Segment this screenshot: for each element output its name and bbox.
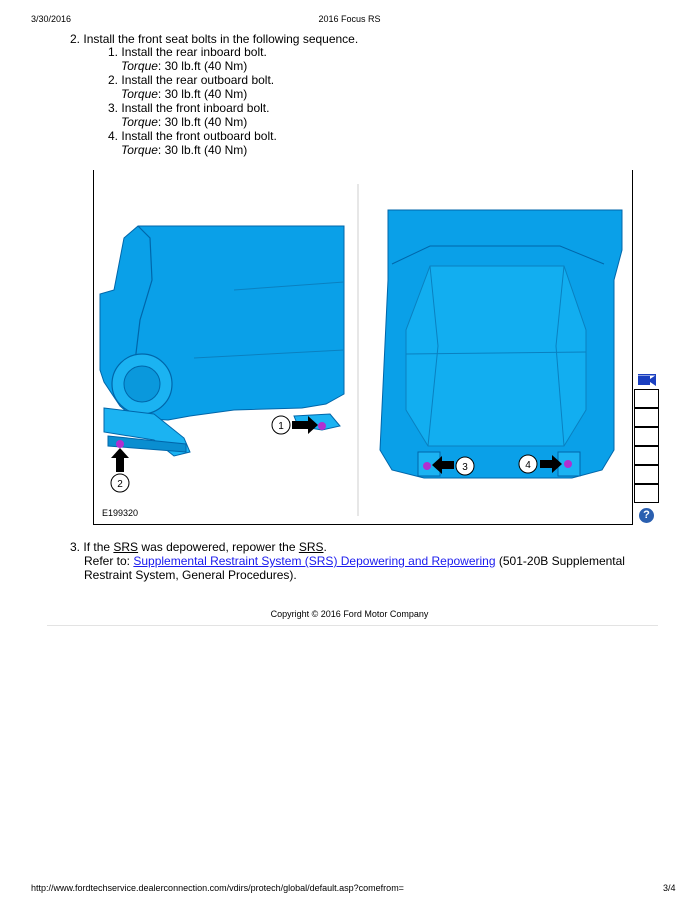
torque-spec <box>121 59 247 73</box>
video-camera-icon[interactable] <box>637 373 657 387</box>
substep-2 <box>108 73 274 87</box>
step-number: 3. <box>70 540 81 554</box>
torque-spec <box>121 143 247 157</box>
torque-label: Torque <box>121 59 158 73</box>
substep-text: Install the rear outboard bolt. <box>121 73 275 87</box>
left-seat-view <box>100 226 344 492</box>
toolbar-button[interactable] <box>634 465 659 484</box>
figure-id: E199320 <box>102 508 139 518</box>
refer-suffix: Restraint System, General Procedures). <box>84 568 297 582</box>
step-text: Install the front seat bolts in the following sequence. <box>83 32 359 46</box>
srs-procedure-link[interactable]: Supplemental Restraint System (SRS) Depowering and Repowering <box>133 554 496 568</box>
srs-abbr[interactable]: SRS <box>113 540 139 554</box>
torque-spec <box>121 87 247 101</box>
footer-divider <box>47 625 658 626</box>
bolt-2 <box>116 440 124 448</box>
torque-label: Torque <box>121 115 158 129</box>
toolbar-button[interactable] <box>634 408 659 427</box>
page-url: http://www.fordtechservice.dealerconnection.com/vdirs/protech/global/default.asp?comefrom= <box>31 883 404 893</box>
torque-value: : 30 lb.ft (40 Nm) <box>157 143 248 157</box>
help-icon[interactable]: ? <box>639 508 654 523</box>
seat-bolt-illustration <box>93 170 633 525</box>
substep-number: 3. <box>108 101 119 115</box>
step-text-b: was depowered, repower the <box>138 540 299 554</box>
callout-label-3: 3 <box>462 462 468 473</box>
arrow-2 <box>111 448 129 472</box>
page-title: 2016 Focus RS <box>318 14 381 24</box>
substep-text: Install the front inboard bolt. <box>121 101 270 115</box>
callout-label-2: 2 <box>117 479 123 490</box>
substep-number: 1. <box>108 45 119 59</box>
step-number: 2. <box>70 32 81 46</box>
callout-label-1: 1 <box>278 421 284 432</box>
step-2 <box>70 32 358 46</box>
page-number: 3/4 <box>663 883 676 893</box>
bolt-3 <box>423 462 431 470</box>
refer-suffix: (501-20B Supplemental <box>495 554 625 568</box>
substep-4 <box>108 129 277 143</box>
refer-label: Refer to: <box>84 554 134 568</box>
toolbar-button[interactable] <box>634 427 659 446</box>
copyright-notice: Copyright © 2016 Ford Motor Company <box>270 609 429 619</box>
substep-number: 2. <box>108 73 119 87</box>
torque-value: : 30 lb.ft (40 Nm) <box>157 115 248 129</box>
illustration-canvas <box>94 170 632 524</box>
recliner-hub <box>124 366 160 402</box>
torque-spec <box>121 115 247 129</box>
step-3-line-3 <box>70 568 650 582</box>
substep-3 <box>108 101 269 115</box>
step-text-a: If the <box>83 540 114 554</box>
toolbar-button[interactable] <box>634 389 659 408</box>
srs-abbr[interactable]: SRS <box>298 540 324 554</box>
torque-value: : 30 lb.ft (40 Nm) <box>157 59 248 73</box>
substep-1 <box>108 45 267 59</box>
torque-value: : 30 lb.ft (40 Nm) <box>157 87 248 101</box>
bolt-4 <box>564 460 572 468</box>
step-3-line-1 <box>70 540 650 554</box>
right-seat-view <box>380 210 622 478</box>
toolbar-button[interactable] <box>634 446 659 465</box>
step-text-c: . <box>323 540 327 554</box>
callout-label-4: 4 <box>525 460 531 471</box>
step-3 <box>70 540 650 582</box>
torque-label: Torque <box>121 143 158 157</box>
substep-number: 4. <box>108 129 119 143</box>
step-3-line-2 <box>70 554 650 568</box>
bolt-1 <box>318 422 326 430</box>
torque-label: Torque <box>121 87 158 101</box>
toolbar-button[interactable] <box>634 484 659 503</box>
substep-text: Install the front outboard bolt. <box>121 129 277 143</box>
print-date: 3/30/2016 <box>31 14 72 24</box>
substep-text: Install the rear inboard bolt. <box>121 45 267 59</box>
